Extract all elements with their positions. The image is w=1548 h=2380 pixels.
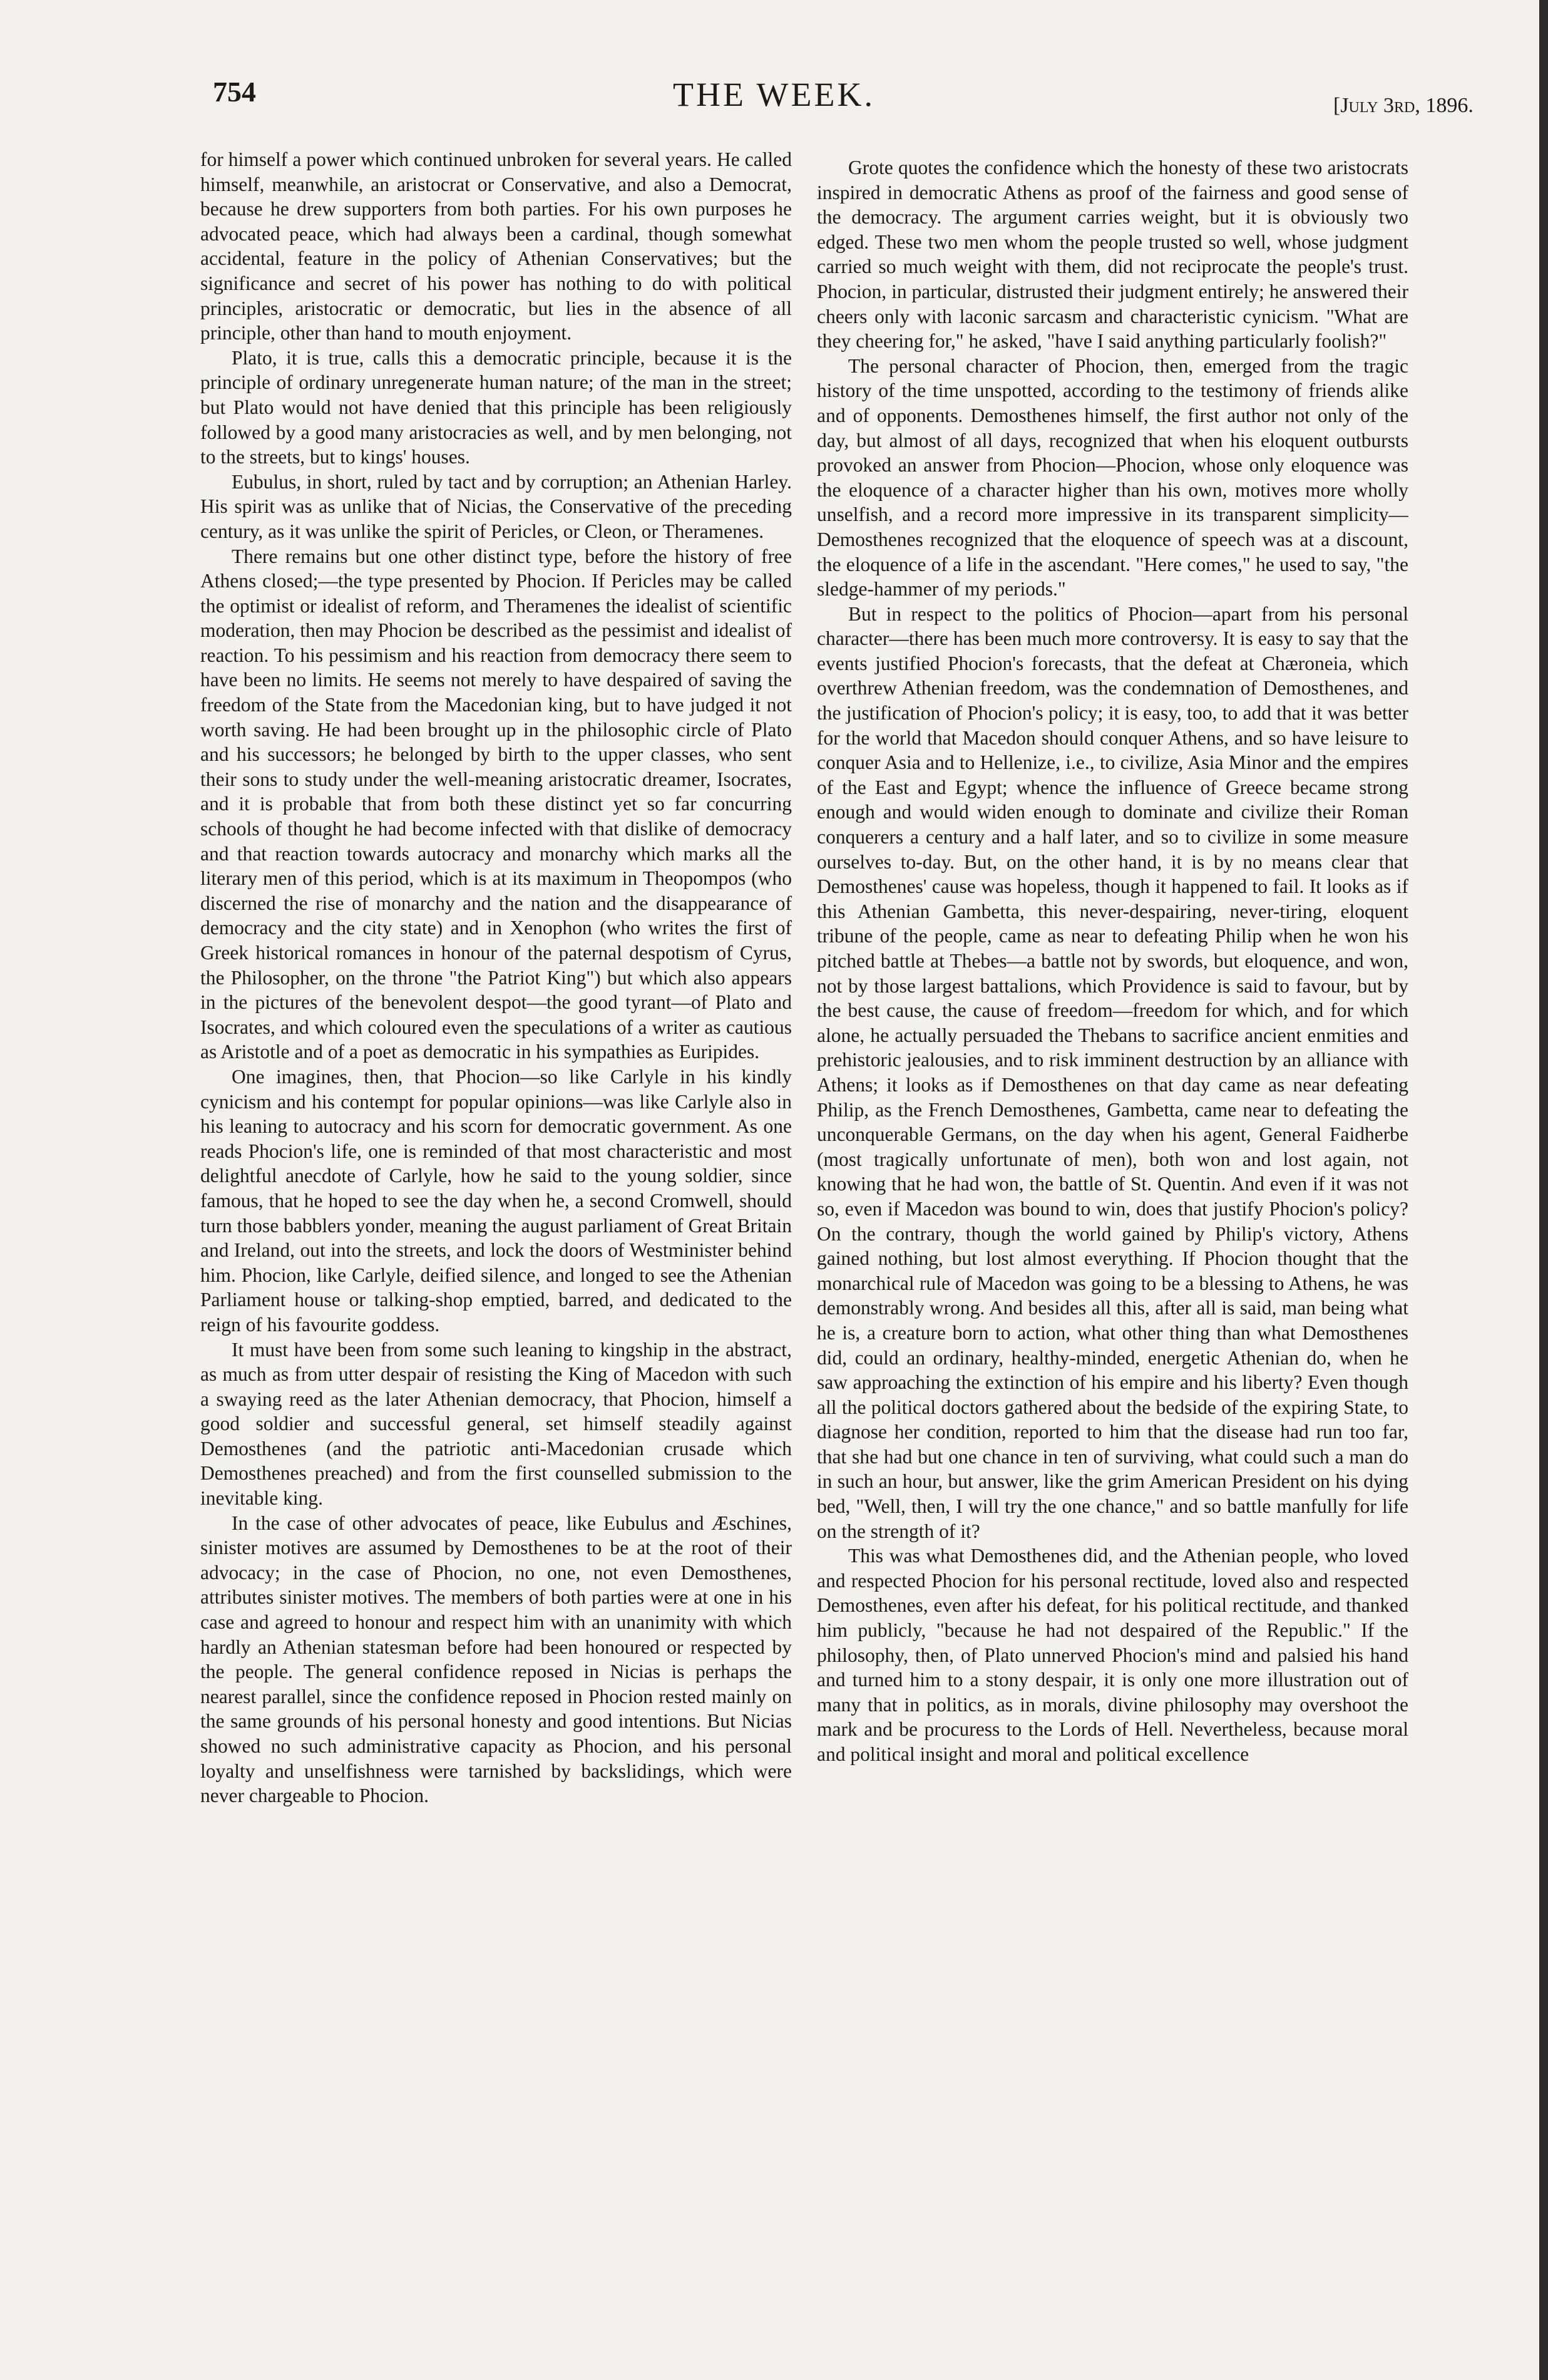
issue-date: [July 3rd, 1896. — [1333, 94, 1474, 117]
journal-title: THE WEEK. — [673, 76, 875, 113]
paragraph: But in respect to the politics of Phocion—apart from his personal character—there has been much more controversy. It is easy to say that the events justified Phocion's forecasts, that the defeat at Chæroneia, which overthrew Athenian freedom, was the condemnation of Demosthenes, and the justification of Phocion's policy; it is easy, too, to add that it was better for the world that Macedon should conquer Athens, and so have leisure to conquer Asia and to Hellenize, i.e., to civilize, Asia Minor and the empires of the East and Egypt; whence the influence of Greece became strong enough and would widen enough to dominate and civilize their Roman conquerers a century and a half later, and so to civilize in some measure ourselves to-day. But, on the other hand, it is by no means clear that Demosthenes' cause was hopeless, though it happened to fail. It looks as if this Athenian Gambetta, this never-despairing, never-tiring, eloquent tribune of the people, came as near to defeating Philip when he won his pitched battle at Thebes—a battle not by swords, but eloquence, and won, not by those largest battalions, which Providence is said to favour, but by the best cause, the cause of freedom—freedom for which, and for which alone, he actually persuaded the Thebans to sacrifice ancient enmities and prehistoric jealousies, and to risk imminent destruction by an alliance with Athens; it looks as if Demosthenes on that day came as near defeating Philip, as the French Demosthenes, Gambetta, came near to defeating the unconquerable Germans, on the day when his agent, General Faidherbe (most tragically unfortunate of men), both won and lost again, not knowing that he had won, the battle of St. Quentin. And even if it was not so, even if Macedon was bound to win, does that justify Phocion's policy? On the contrary, though the world gained by Philip's victory, Athens gained nothing, but lost almost everything. If Phocion thought that the monarchical rule of Macedon was going to be a blessing to Athens, he was demonstrably wrong. And besides all this, after all is said, man being what he is, a creature born to action, what other thing than what Demosthenes did, could an ordinary, healthy-minded, energetic Athenian do, when he saw approaching the extinction of his empire and his liberty? Even though all the political doctors gathered about the bedside of the expiring State, to diagnose her condition, reported to him that the disease had run too far, that she had but one chance in ten of surviving, what could such a man do in such an hour, but answer, like the grim American President on his dying bed, "Well, then, I will try the one chance," and so battle manfully for life on the strength of it? — [817, 602, 1408, 1542]
paragraph: for himself a power which continued unbroken for several years. He called himself, meanwhile, an aristocrat or Conservative, and also a Democrat, because he drew supporters from both parties. For his own purposes he advocated peace, which had always been a cardinal, though somewhat accidental, feature in the policy of Athenian Conservatives; but the significance and secret of his power has nothing to do with political principles, aristocratic or democratic, but lies in the absence of all principle, other than hand to mouth enjoyment. — [200, 148, 792, 344]
page-number: 754 — [213, 76, 256, 108]
paragraph: This was what Demosthenes did, and the Athenian people, who loved and respected Phocion for his personal rectitude, loved also and respected Demosthenes, even after his defeat, for his political rectitude, and thanked him publicly, "because he had not despaired of the Republic." If the philosophy, then, of Plato unnerved Phocion's mind and palsied his hand and turned him to a stony despair, it is only one more illustration out of many that in politics, as in morals, divine philosophy may overshoot the mark and be procuress to the Lords of Hell. Nevertheless, because moral and political insight and moral and political excellence — [817, 1545, 1408, 1765]
left-column — [200, 147, 792, 2289]
right-column — [817, 155, 1408, 2297]
paragraph: Grote quotes the confidence which the honesty of these two aristocrats inspired in democratic Athens as proof of the fairness and good sense of the democracy. The argument carries weight, but it is obviously two edged. These two men whom the people trusted so well, whose judgment carried so much weight with them, did not reciprocate the people's trust. Phocion, in particular, distrusted their judgment entirely; he answered their cheers only with laconic sarcasm and characteristic cynicism. "What are they cheering for," he asked, "have I said anything particularly foolish?" — [817, 157, 1408, 353]
paragraph: There remains but one other distinct type, before the history of free Athens closed;—the type presented by Phocion. If Pericles may be called the optimist or idealist of reform, and Theramenes the idealist of scientific moderation, then may Phocion be described as the pessimist and idealist of reaction. To his pessimism and his reaction from democracy there seem to have been no limits. He seems not merely to have despaired of saving the freedom of the State from the Macedonian king, but to have judged it not worth saving. He had been brought up in the philosophic circle of Plato and his successors; he belonged by birth to the upper classes, who sent their sons to study under the well-meaning aristocratic dreamer, Isocrates, and it is probable that from both these distinct yet so far concurring schools of thought he had become infected with that dislike of democracy and that reaction towards autocracy and monarchy which marks all the literary men of this period, which is at its maximum in Theopompos (who discerned the rise of monarchy and the nation and the disappearance of democracy and the city state) and in Xenophon (who writes the first of Greek historical romances in honour of the paternal despotism of Cyrus, the Philosopher, on the throne "the Patriot King") but which also appears in the pictures of the benevolent despot—the good tyrant—of Plato and Isocrates, and which coloured even the speculations of a writer as cautious as Aristotle and of a poet as democratic in his sympathies as Euripides. — [200, 545, 792, 1063]
paragraph: In the case of other advocates of peace, like Eubulus and Æschines, sinister motives are assumed by Demosthenes to be at the root of their advocacy; in the case of Phocion, no one, not even Demosthenes, attributes sinister motives. The members of both parties were at one in his case and agreed to honour and respect him with an unanimity with which hardly an Athenian statesman before had been honoured or respected by the people. The general confidence reposed in Nicias is perhaps the nearest parallel, since the confidence reposed in Phocion rested mainly on the same grounds of his personal honesty and good intentions. But Nicias showed no such administrative capacity as Phocion, and his personal loyalty and unselfishness were tarnished by backslidings, which were never chargeable to Phocion. — [200, 1512, 792, 1807]
paragraph: It must have been from some such leaning to kingship in the abstract, as much as from utter despair of resisting the King of Macedon with such a swaying reed as the later Athenian democracy, that Phocion, himself a good soldier and successful general, set himself steadily against Demosthenes (and the patriotic anti-Macedonian crusade which Demosthenes preached) and from the first counselled submission to the inevitable king. — [200, 1338, 792, 1510]
page-edge-divider — [1539, 0, 1548, 2380]
paragraph: Eubulus, in short, ruled by tact and by corruption; an Athenian Harley. His spirit was as unlike that of Nicias, the Conservative of the preceding century, as it was unlike the spirit of Pericles, or Cleon, or Theramenes. — [200, 470, 792, 542]
paragraph: The personal character of Phocion, then, emerged from the tragic history of the time unspotted, according to the testimony of friends alike and of opponents. Demosthenes himself, the first author not only of the day, but almost of all days, recognized that when his eloquent outbursts provoked an answer from Phocion—Phocion, whose only eloquence was the eloquence of a character higher than his own, motives more wholly unselfish, and a record more impressive in its transparent simplicity—Demosthenes recognized that the eloquence of speech was at a discount, the eloquence of a life in the ascendant. "Here comes," he used to say, "the sledge-hammer of my periods." — [817, 354, 1408, 600]
paragraph: Plato, it is true, calls this a democratic principle, because it is the principle of ordinary unregenerate human nature; of the man in the street; but Plato would not have denied that this principle has been religiously followed by a good many aristocracies as well, and by men belonging, not to the streets, but to kings' houses. — [200, 346, 792, 468]
page-header — [0, 69, 1548, 125]
paragraph: One imagines, then, that Phocion—so like Carlyle in his kindly cynicism and his contempt for popular opinions—was like Carlyle also in his leaning to autocracy and his scorn for democratic government. As one reads Phocion's life, one is reminded of that most characteristic and most delightful anecdote of Carlyle, how he said to the young soldier, since famous, that he hoped to see the day when he, a second Cromwell, should turn those babblers yonder, meaning the august parliament of Great Britain and Ireland, out into the streets, and lock the doors of Westminister behind him. Phocion, like Carlyle, deified silence, and longed to see the Athenian Parliament house or talking-shop emptied, barred, and dedicated to the reign of his favourite goddess. — [200, 1065, 792, 1336]
